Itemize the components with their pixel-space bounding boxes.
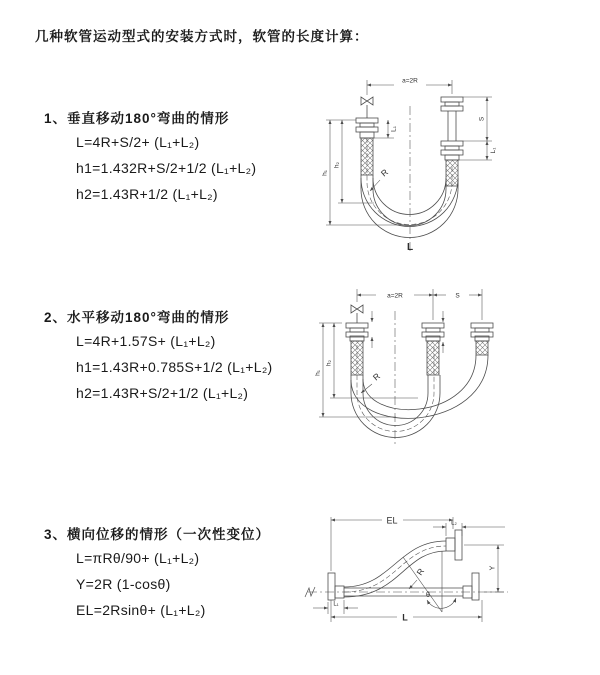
dimension-lines [319,289,482,417]
label-s: S [478,116,486,122]
label-l2: L₂ [451,520,457,527]
dimension-lines [313,517,505,622]
formula: EL=2Rsinθ+ (L₁+L₂) [76,602,206,618]
label-l: L [402,612,408,623]
section-2 [44,306,273,402]
section-3 [44,523,270,619]
label-s: S [455,292,460,300]
label-a2r: a=2R [402,77,418,85]
formula: Y=2R (1-cosθ) [76,576,171,592]
dimension-lines [326,77,492,225]
label-el: EL [386,515,398,526]
page-title: 几种软管运动型式的安装方式时，软管的长度计算： [35,29,369,44]
label-l: L [406,242,414,253]
label-h2: h₂ [325,359,333,367]
right-flange [463,573,479,600]
center-line [305,587,508,597]
shifted-pipe-flange [471,323,493,355]
diagram-3-lateral-displacement [300,505,600,650]
formula: L=πRθ/90+ (L₁+L₂) [76,550,200,566]
formula: L=4R+1.57S+ (L₁+L₂) [76,333,216,349]
formula: h2=1.43R+S/2+1/2 (L₁+L₂) [76,385,249,401]
label-r: R [414,566,427,578]
diagram-2-horizontal-180-bend [310,285,600,470]
label-a2r: a=2R [387,292,403,300]
label-h1: h₁ [321,170,329,176]
label-l1: L₁ [333,601,339,608]
formula: h1=1.43R+0.785S+1/2 (L₁+L₂) [76,359,273,375]
valve-symbol [361,97,373,118]
diagram-1-vertical-180-bend [310,68,595,263]
section-3-heading: 3、横向位移的情形（一次性变位） [44,527,271,542]
section-1-heading: 1、垂直移动180°弯曲的情形 [44,111,230,126]
label-r: R [370,370,382,383]
angle-construction [403,551,456,612]
label-h1: h₁ [314,370,322,376]
label-l1-left: L₁ [390,126,398,132]
middle-pipe-flange [422,323,444,375]
valve-symbol [351,305,363,323]
left-flange [328,573,344,600]
s-curve-hose [344,541,446,597]
u-hose [351,345,488,438]
formula: L=4R+S/2+ (L₁+L₂) [76,134,200,150]
upper-flange [446,530,462,560]
section-2-heading: 2、水平移动180°弯曲的情形 [44,310,230,325]
right-pipe-flange [441,97,463,186]
formula: h1=1.432R+S/2+1/2 (L₁+L₂) [76,160,257,176]
u-hose [361,138,458,238]
label-theta: θ [426,592,430,599]
label-l1-right: L₁ [490,147,497,154]
section-1 [44,107,256,203]
label-h2: h₂ [333,161,341,169]
formula: h2=1.43R+1/2 (L₁+L₂) [76,186,218,202]
label-r: R [378,166,390,179]
label-y: Y [489,565,497,571]
